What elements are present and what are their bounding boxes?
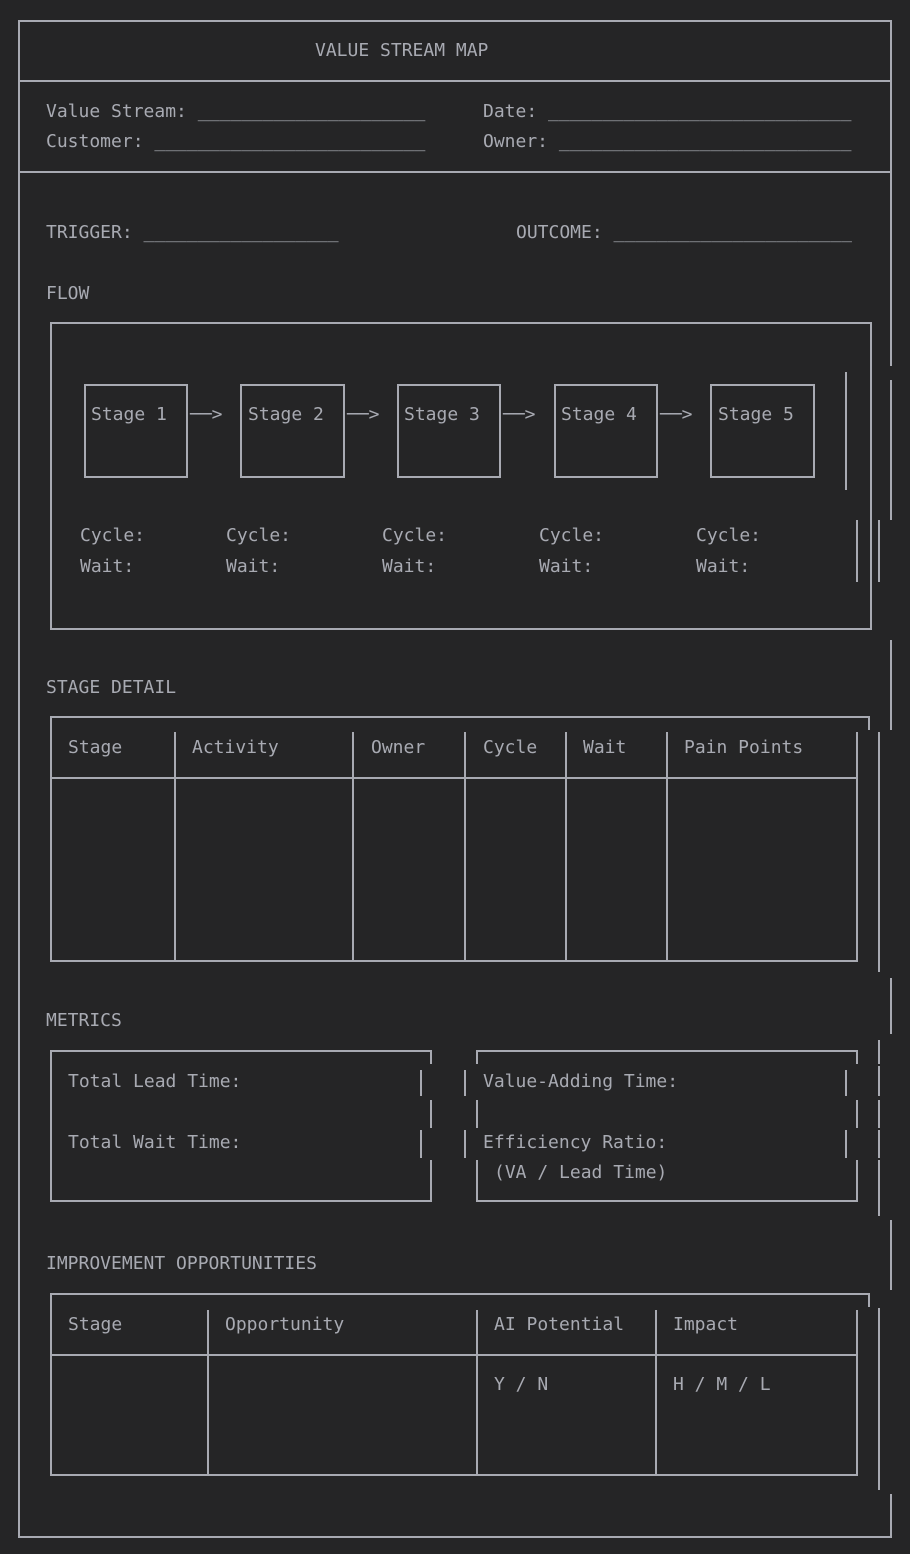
total-lead-time-field[interactable]: Total Lead Time: — [68, 1071, 242, 1092]
column-header-wait: Wait — [583, 737, 627, 758]
page-title: VALUE STREAM MAP — [315, 40, 489, 61]
efficiency-formula: (VA / Lead Time) — [494, 1162, 668, 1183]
column-header-cycle: Cycle — [483, 737, 538, 758]
total-wait-time-field[interactable]: Total Wait Time: — [68, 1132, 242, 1153]
stage-box — [84, 384, 188, 478]
column-header-pain-points: Pain Points — [684, 737, 804, 758]
stage-5-cycle[interactable]: Cycle: — [696, 525, 762, 546]
column-header-impact: Impact — [673, 1314, 739, 1335]
stage-1-cycle[interactable]: Cycle: — [80, 525, 146, 546]
column-header-stage: Stage — [68, 1314, 123, 1335]
stage-1-label: Stage 1 — [91, 404, 167, 425]
flow-heading: FLOW — [46, 283, 90, 304]
flow-box-edge — [845, 372, 847, 490]
stage-5-wait[interactable]: Wait: — [696, 556, 751, 577]
flow-box-edge — [856, 520, 858, 582]
stage-box — [240, 384, 345, 478]
date-field[interactable]: Date: ____________________________ — [483, 101, 852, 122]
stage-4-cycle[interactable]: Cycle: — [539, 525, 605, 546]
title-divider — [18, 80, 892, 82]
stage-box — [710, 384, 815, 478]
outcome-field[interactable]: OUTCOME: ______________________ — [516, 222, 852, 243]
efficiency-ratio-field[interactable]: Efficiency Ratio: — [483, 1132, 668, 1153]
flow-arrow-icon: ──> — [503, 404, 536, 425]
stage-3-label: Stage 3 — [404, 404, 480, 425]
column-header-stage: Stage — [68, 737, 123, 758]
flow-arrow-icon: ──> — [190, 404, 223, 425]
stage-detail-heading: STAGE DETAIL — [46, 677, 177, 698]
trigger-field[interactable]: TRIGGER: __________________ — [46, 222, 339, 243]
column-header-activity: Activity — [192, 737, 279, 758]
stage-5-label: Stage 5 — [718, 404, 794, 425]
flow-arrow-icon: ──> — [347, 404, 380, 425]
stage-2-cycle[interactable]: Cycle: — [226, 525, 292, 546]
stage-4-label: Stage 4 — [561, 404, 637, 425]
column-header-ai-potential: AI Potential — [494, 1314, 625, 1335]
column-header-owner: Owner — [371, 737, 426, 758]
stage-2-label: Stage 2 — [248, 404, 324, 425]
column-header-opportunity: Opportunity — [225, 1314, 345, 1335]
metrics-heading: METRICS — [46, 1010, 122, 1031]
stage-4-wait[interactable]: Wait: — [539, 556, 594, 577]
ai-potential-options[interactable]: Y / N — [494, 1374, 549, 1395]
stage-box — [554, 384, 658, 478]
stage-2-wait[interactable]: Wait: — [226, 556, 281, 577]
stage-3-wait[interactable]: Wait: — [382, 556, 437, 577]
impact-options[interactable]: H / M / L — [673, 1374, 771, 1395]
customer-field[interactable]: Customer: _________________________ — [46, 131, 426, 152]
stage-1-wait[interactable]: Wait: — [80, 556, 135, 577]
value-stream-field[interactable]: Value Stream: _____________________ — [46, 101, 426, 122]
flow-arrow-icon: ──> — [660, 404, 693, 425]
owner-field[interactable]: Owner: ___________________________ — [483, 131, 852, 152]
stage-box — [397, 384, 501, 478]
improvement-heading: IMPROVEMENT OPPORTUNITIES — [46, 1253, 317, 1274]
header-divider — [18, 171, 892, 173]
stage-3-cycle[interactable]: Cycle: — [382, 525, 448, 546]
value-adding-time-field[interactable]: Value-Adding Time: — [483, 1071, 679, 1092]
